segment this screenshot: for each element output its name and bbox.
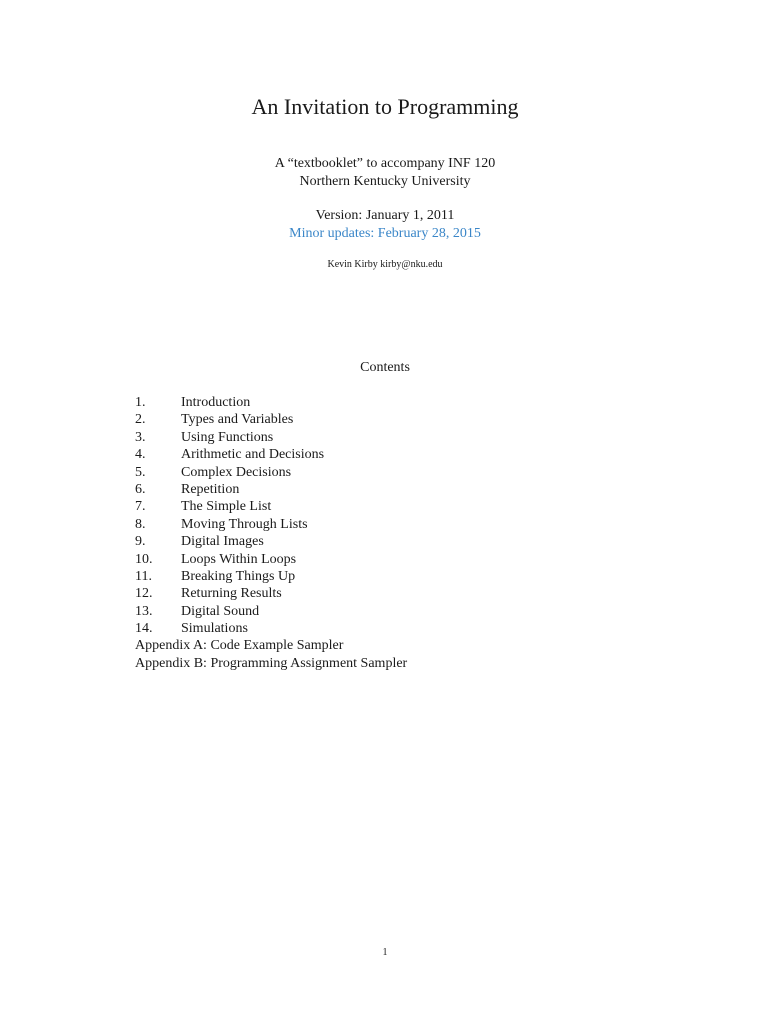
toc-label: Using Functions xyxy=(181,429,274,445)
toc-item xyxy=(135,446,635,463)
toc-number: 3. xyxy=(135,429,146,445)
toc-label: Simulations xyxy=(181,621,248,637)
toc-number: 9. xyxy=(135,534,146,550)
toc-appendix xyxy=(135,655,635,672)
toc-item xyxy=(135,394,635,411)
document-title: An Invitation to Programming xyxy=(251,94,519,119)
toc-item xyxy=(135,585,635,602)
toc-number: 5. xyxy=(135,464,146,480)
toc-item xyxy=(135,551,635,568)
toc-item xyxy=(135,533,635,550)
toc-label: The Simple List xyxy=(181,499,272,515)
toc-number: 8. xyxy=(135,516,146,532)
toc-item xyxy=(135,429,635,446)
toc-number: 13. xyxy=(135,603,153,619)
toc-number: 1. xyxy=(135,395,146,410)
toc-label: Repetition xyxy=(181,481,240,497)
appendix-label: Appendix B: Programming Assignment Sampler xyxy=(135,655,408,671)
toc-number: 2. xyxy=(135,412,146,428)
toc-number: 4. xyxy=(135,447,146,463)
toc-appendix xyxy=(135,637,635,654)
toc-item xyxy=(135,620,635,637)
toc-label: Moving Through Lists xyxy=(181,516,308,532)
table-of-contents xyxy=(135,394,635,672)
document-subtitle: A “textbooklet” to accompany INF 120 xyxy=(274,156,496,171)
institution-name: Northern Kentucky University xyxy=(299,174,471,189)
page-number: 1 xyxy=(382,947,388,958)
contents-heading: Contents xyxy=(360,360,410,375)
toc-label: Loops Within Loops xyxy=(181,551,297,567)
toc-item xyxy=(135,516,635,533)
toc-item xyxy=(135,464,635,481)
toc-label: Digital Sound xyxy=(181,603,260,619)
appendix-label: Appendix A: Code Example Sampler xyxy=(135,638,344,654)
toc-number: 11. xyxy=(135,568,152,584)
toc-item xyxy=(135,568,635,585)
toc-label: Arithmetic and Decisions xyxy=(181,447,325,463)
toc-item xyxy=(135,481,635,498)
author-line: Kevin Kirby kirby@nku.edu xyxy=(327,259,443,270)
toc-label: Digital Images xyxy=(181,534,264,550)
toc-number: 14. xyxy=(135,621,153,637)
toc-label: Breaking Things Up xyxy=(181,568,296,584)
version-date: Version: January 1, 2011 xyxy=(315,208,455,223)
toc-number: 7. xyxy=(135,499,146,515)
toc-label: Returning Results xyxy=(181,586,282,602)
toc-item xyxy=(135,603,635,620)
toc-item xyxy=(135,411,635,428)
toc-number: 12. xyxy=(135,586,153,602)
toc-label: Introduction xyxy=(181,395,251,410)
toc-number: 6. xyxy=(135,481,146,497)
toc-item xyxy=(135,498,635,515)
toc-label: Complex Decisions xyxy=(181,464,292,480)
toc-label: Types and Variables xyxy=(181,412,294,428)
toc-number: 10. xyxy=(135,551,153,567)
minor-updates-note: Minor updates: February 28, 2015 xyxy=(289,226,481,241)
